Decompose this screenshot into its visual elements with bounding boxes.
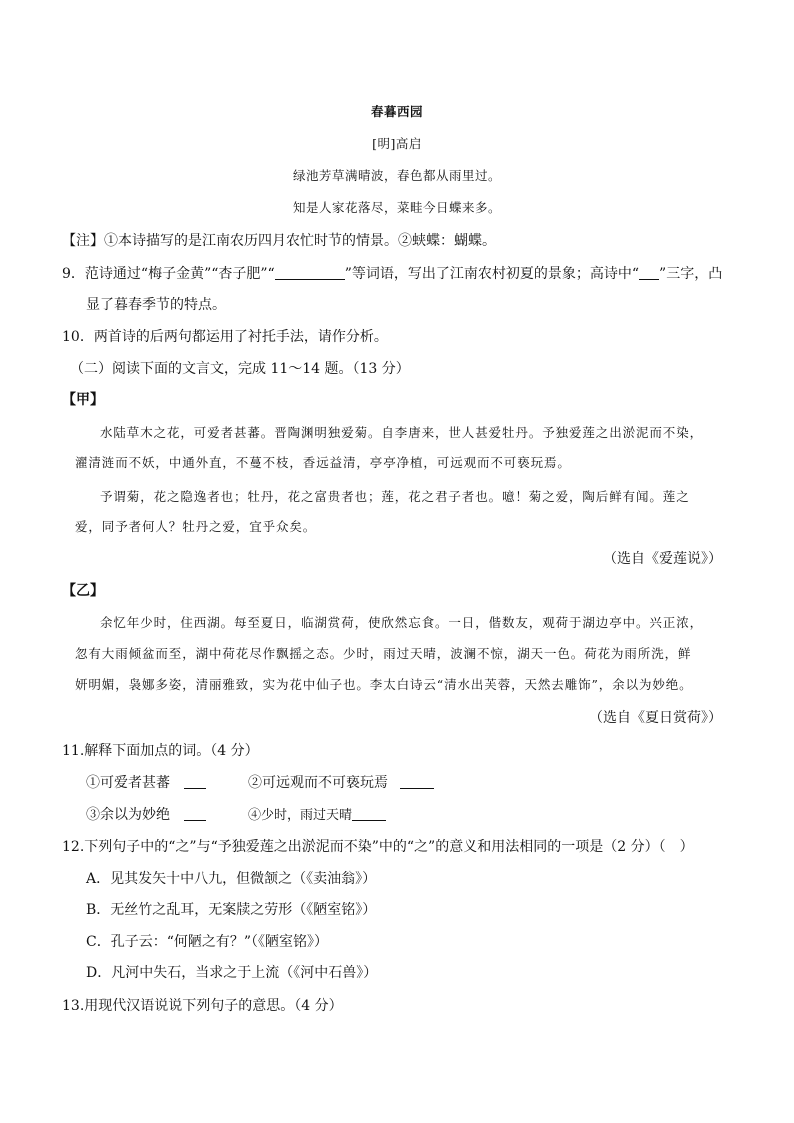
poem-title: 春暮西园 <box>370 104 423 119</box>
q12-option-d: D．凡河中失石，当求之于上流（《河中石兽》） <box>86 965 378 981</box>
passage-yi-source: （选自《夏日赏荷》） <box>589 710 722 726</box>
q11-item-2 <box>248 772 434 792</box>
q12-option-c: C．孔子云：“何陋之有？”（《陋室铭》） <box>86 934 329 950</box>
q11-item-2-text: ②可远观而不可亵玩焉 <box>248 775 388 791</box>
passage-jia-p1-line2: 濯清涟而不妖，中通外直，不蔓不枝，香远益清，亭亭净植，可远观而不可亵玩焉。 <box>75 455 571 470</box>
passage-yi-label: 【乙】 <box>62 583 104 599</box>
q11-item-4-blank <box>352 806 386 821</box>
question-12: 12.下列句子中的“之”与“予独爱莲之出淤泥而不染”中的“之”的意义和用法相同的一项是（2 分）（ ） <box>62 839 694 855</box>
question-10: 10．两首诗的后两句都运用了衬托手法，请作分析。 <box>62 329 388 345</box>
q11-item-1-blank <box>184 774 206 789</box>
q11-item-2-blank <box>400 774 434 789</box>
question-9-line-2: 显了暮春季节的特点。 <box>86 297 226 313</box>
q12-option-a: A．见其发矢十中八九，但微颔之（《卖油翁》） <box>86 871 377 887</box>
passage-yi-line2: 忽有大雨倾盆而至，湖中荷花尽作飘摇之态。少时，雨过天晴，波澜不惊，湖天一色。荷花为雨所洗，鲜 <box>75 646 692 661</box>
q12-option-b: B．无丝竹之乱耳，无案牍之劳形（《陋室铭》） <box>86 902 377 918</box>
q9-text-3: ”三字，凸 <box>659 266 723 282</box>
passage-yi-line3: 妍明媚，袅娜多姿，清丽雅致，实为花中仙子也。李太白诗云“清水出芙蓉，天然去雕饰”，余以为妙绝。 <box>75 677 693 692</box>
passage-jia-label: 【甲】 <box>62 392 104 408</box>
passage-jia-p2-line2: 爱，同予者何人？牡丹之爱，宜乎众矣。 <box>75 519 317 534</box>
q11-item-3 <box>86 804 206 824</box>
passage-jia-p2-line1: 予谓菊，花之隐逸者也；牡丹，花之富贵者也；莲，花之君子者也。噫！菊之爱，陶后鲜有闻。莲之 <box>100 489 690 504</box>
poem-line-1: 绿池芳草满晴波，春色都从雨里过。 <box>292 168 501 183</box>
q9-blank-2 <box>639 265 659 280</box>
q11-item-1 <box>86 772 206 792</box>
question-9 <box>62 263 722 283</box>
q9-blank-1 <box>275 265 345 280</box>
poem-line-2: 知是人家花落尽，菜畦今日蝶来多。 <box>292 200 501 215</box>
q9-text-2: ”等词语，写出了江南农村初夏的景象；高诗中“ <box>344 266 640 282</box>
poem-note: 【注】①本诗描写的是江南农历四月农忙时节的情景。②蛱蝶：蝴蝶。 <box>62 233 496 249</box>
passage-jia-source: （选自《爱莲说》） <box>603 551 722 567</box>
q11-item-3-blank <box>184 806 206 821</box>
q11-item-4 <box>248 804 386 823</box>
question-11: 11.解释下面加点的词。（4 分） <box>62 743 259 759</box>
question-13: 13.用现代汉语说说下列句子的意思。（4 分） <box>62 998 343 1014</box>
section-2-heading: （二）阅读下面的文言文，完成 11～14 题。（13 分） <box>70 361 410 377</box>
q9-text-1: 9．范诗通过“梅子金黄”“杏子肥”“ <box>62 266 275 282</box>
passage-yi-line1: 余忆年少时，住西湖。每至夏日，临湖赏荷，使欣然忘食。一日，偕数友，观荷于湖边亭中。兴正浓， <box>100 615 704 630</box>
q11-item-1-text: ①可爱者甚蕃 <box>86 775 170 791</box>
poem-author: [明]高启 <box>372 136 422 151</box>
passage-jia-p1-line1: 水陆草木之花，可爱者甚蕃。晋陶渊明独爱菊。自李唐来，世人甚爱牡丹。予独爱莲之出淤泥而不染， <box>100 425 704 440</box>
q11-item-4-text: ④少时，雨过天晴 <box>248 808 353 823</box>
q11-item-3-text: ③余以为妙绝 <box>86 807 170 823</box>
